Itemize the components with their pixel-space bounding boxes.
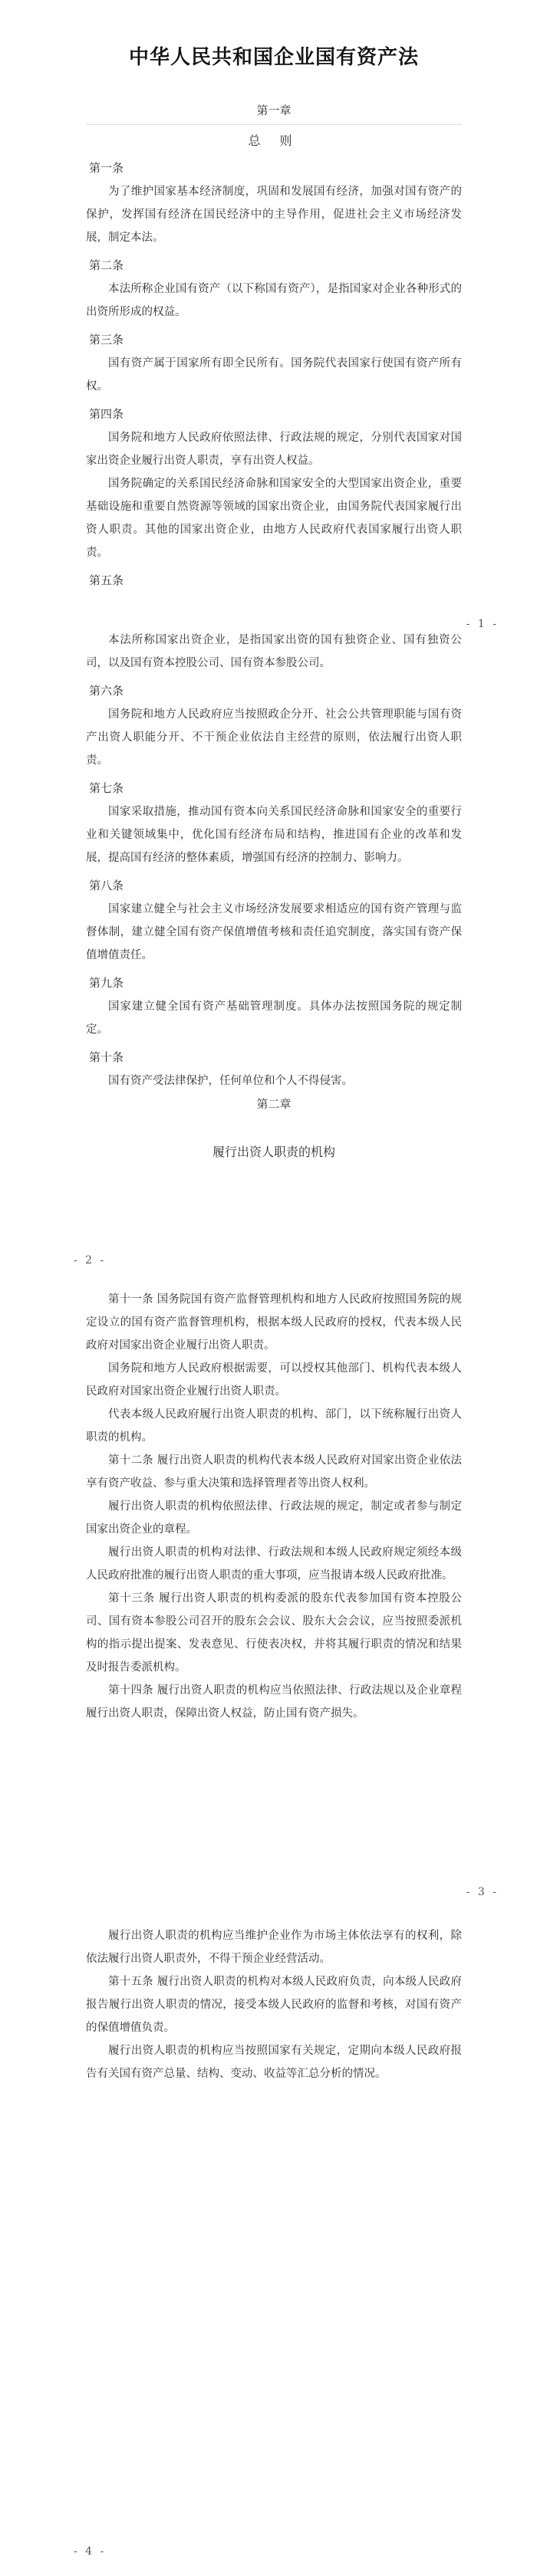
page-number: - 3 - xyxy=(466,1886,499,1898)
page-number: - 2 - xyxy=(74,1254,107,1267)
page-1-content xyxy=(86,41,462,593)
article-paragraph: 第十三条 履行出资人职责的机构委派的股东代表参加国有资本控股公司、国有资本参股公司召开的股东会会议、股东大会会议，应当按照委派机构的指示提出提案、发表意见、行使表决权，并将其履行职责的情况和结果及时报告委派机构。 xyxy=(86,1592,462,1674)
page-3 xyxy=(0,1273,537,1917)
page-4 xyxy=(0,1917,537,2576)
article-paragraph: 代表本级人民政府履行出资人职责的机构、部门，以下统称履行出资人职责的机构。 xyxy=(86,1408,462,1444)
article-heading: 第七条 xyxy=(89,781,124,795)
article-paragraph: 国务院和地方人民政府应当按照政企分开、社会公共管理职能与国有资产出资人职能分开、不干预企业依法自主经营的原则，依法履行出资人职责。 xyxy=(86,708,462,767)
article-paragraph: 国务院和地方人民政府依照法律、行政法规的规定，分别代表国家对国家出资企业履行出资人职责，享有出资人权益。 xyxy=(86,432,462,467)
article-heading: 第六条 xyxy=(89,684,124,698)
article-paragraph: 第十四条 履行出资人职责的机构应当依照法律、行政法规以及企业章程履行出资人职责，保障出资人权益，防止国有资产损失。 xyxy=(86,1684,462,1720)
chapter-1-name: 总 则 xyxy=(86,124,462,149)
article-heading: 第一条 xyxy=(89,161,124,175)
page-2 xyxy=(0,629,537,1273)
article-paragraph: 国家建立健全与社会主义市场经济发展要求相适应的国有资产管理与监督体制，建立健全国有资产保值增值考核和责任追究制度，落实国有资产保值增值责任。 xyxy=(86,903,462,961)
article-heading: 第三条 xyxy=(89,333,124,347)
page-1 xyxy=(0,0,537,629)
article-paragraph: 第十二条 履行出资人职责的机构代表本级人民政府对国家出资企业依法享有资产收益、参与重大决策和选择管理者等出资人权利。 xyxy=(86,1454,462,1490)
article-paragraph: 为了维护国家基本经济制度，巩固和发展国有经济，加强对国有资产的保护，发挥国有经济在国民经济中的主导作用，促进社会主义市场经济发展，制定本法。 xyxy=(86,186,462,244)
page-4-content xyxy=(86,1924,462,2085)
chapter-2-name: 履行出资人职责的机构 xyxy=(212,1145,335,1159)
article-paragraph: 本法所称国家出资企业，是指国家出资的国有独资企业、国有独资公司，以及国有资本控股公司、国有资本参股公司。 xyxy=(86,634,462,669)
article-paragraph: 本法所称企业国有资产（以下称国有资产），是指国家对企业各种形式的出资所形成的权益。 xyxy=(86,283,462,318)
article-heading: 第九条 xyxy=(89,976,124,990)
article-paragraph: 国务院确定的关系国民经济命脉和国家安全的大型国家出资企业，重要基础设施和重要自然资源等领域的国家出资企业，由国务院代表国家履行出资人职责。其他的国家出资企业，由地方人民政府代表国家履行出资人职责。 xyxy=(86,478,462,559)
article-heading: 第四条 xyxy=(89,407,124,421)
chapter-2-number: 第二章 xyxy=(256,1097,292,1111)
article-paragraph: 国家采取措施，推动国有资本向关系国民经济命脉和国家安全的重要行业和关键领域集中，优化国有经济布局和结构，推进国有企业的改革和发展，提高国有经济的整体素质，增强国有经济的控制力、影响力。 xyxy=(86,806,462,864)
article-paragraph: 国务院和地方人民政府根据需要，可以授权其他部门、机构代表本级人民政府对国家出资企业履行出资人职责。 xyxy=(86,1362,462,1398)
article-paragraph: 第十一条 国务院国有资产监督管理机构和地方人民政府按照国务院的规定设立的国有资产监督管理机构，根据本级人民政府的授权，代表本级人民政府对国家出资企业履行出资人职责。 xyxy=(86,1293,462,1352)
page-number: - 4 - xyxy=(74,2545,107,2558)
page-3-content xyxy=(86,1288,462,1725)
article-paragraph: 国家建立健全国有资产基础管理制度。具体办法按照国务院的规定制定。 xyxy=(86,1001,462,1036)
article-paragraph: 国有资产属于国家所有即全民所有。国务院代表国家行使国有资产所有权。 xyxy=(86,357,462,393)
article-paragraph: 履行出资人职责的机构应当维护企业作为市场主体依法享有的权利，除依法履行出资人职责外，不得干预企业经营活动。 xyxy=(86,1930,462,1965)
article-heading: 第八条 xyxy=(89,879,124,892)
article-paragraph: 履行出资人职责的机构依照法律、行政法规的规定，制定或者参与制定国家出资企业的章程。 xyxy=(86,1500,462,1536)
page-2-content xyxy=(86,629,462,1171)
chapter-1-number: 第一章 xyxy=(256,104,292,117)
article-paragraph: 第十五条 履行出资人职责的机构对本级人民政府负责，向本级人民政府报告履行出资人职责的情况，接受本级人民政府的监督和考核，对国有资产的保值增值负责。 xyxy=(86,1976,462,2034)
page-number: - 1 - xyxy=(466,618,499,630)
document-title: 中华人民共和国企业国有资产法 xyxy=(128,46,419,69)
article-paragraph: 国有资产受法律保护，任何单位和个人不得侵害。 xyxy=(108,1075,353,1087)
article-heading: 第十条 xyxy=(89,1050,124,1064)
article-heading: 第二条 xyxy=(89,258,124,272)
article-heading: 第五条 xyxy=(89,573,124,587)
article-paragraph: 履行出资人职责的机构应当按照国家有关规定，定期向本级人民政府报告有关国有资产总量、结构、变动、收益等汇总分析的情况。 xyxy=(86,2045,462,2080)
article-paragraph: 履行出资人职责的机构对法律、行政法规和本级人民政府规定须经本级人民政府批准的履行出资人职责的重大事项，应当报请本级人民政府批准。 xyxy=(86,1546,462,1582)
